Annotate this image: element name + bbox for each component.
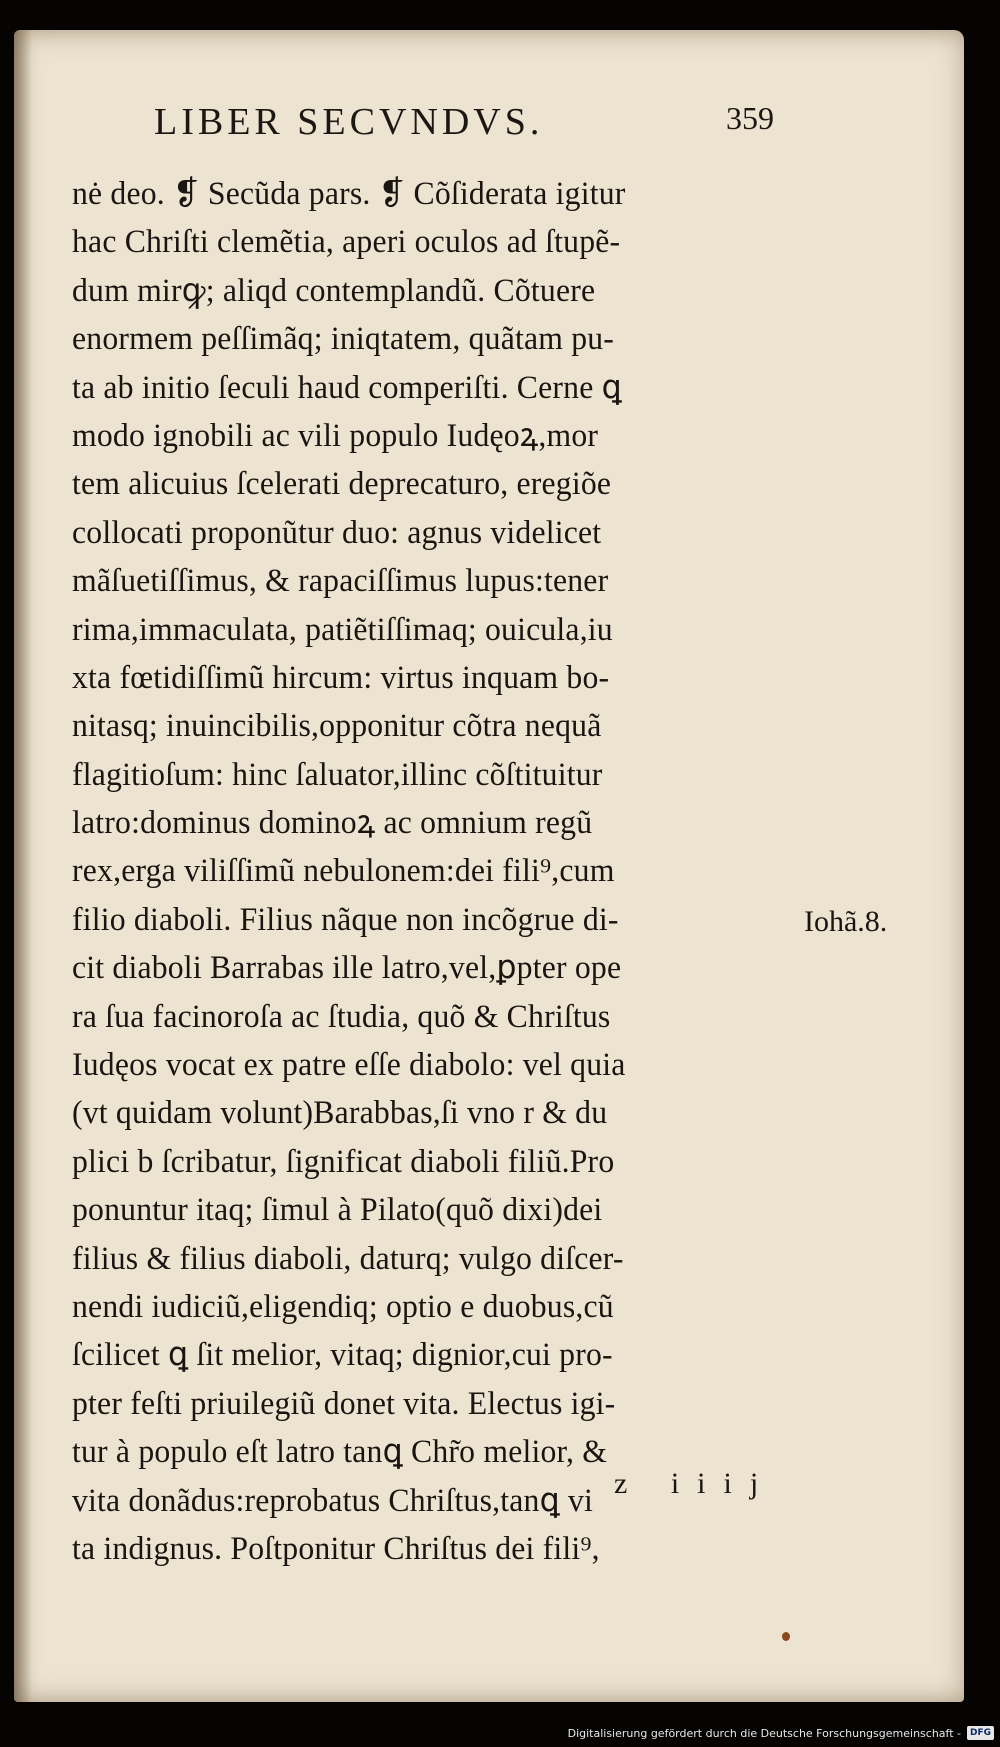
signature-mark: z iiij (614, 1467, 777, 1500)
text-line: filius & filius diaboli, daturq; vulgo diſcer- (72, 1240, 624, 1277)
text-line: modo ignobili ac vili populo Iudęoꝝ,mor (72, 417, 599, 454)
text-line: latro:dominus dominoꝝ ac omnium regũ (72, 805, 593, 842)
text-line: rex,erga viliſſimũ nebulonem:dei fili⁹,cum (72, 853, 615, 890)
dfg-logo: DFG (967, 1726, 994, 1740)
text-line: cit diaboli Barrabas ille latro,vel,ꝑpter ope (72, 950, 622, 987)
footer-credit: Digitalisierung gefördert durch die Deutsche Forschungsgemeinschaft - (567, 1726, 961, 1740)
text-line: flagitioſum: hinc ſaluator,illinc cõſtituitur (72, 756, 603, 793)
page-number: 359 (726, 100, 774, 136)
running-head-title: LIBER SECVNDVS. (154, 101, 544, 143)
digitization-footer (568, 1723, 994, 1743)
text-line: ſcilicet ꝗ ſit melior, vitaq; dignior,cui pro- (72, 1337, 613, 1374)
text-line: mãſuetiſſimus, & rapaciſſimus lupus:tener (72, 563, 609, 600)
text-line: nendi iudiciũ,eligendiq; optio e duobus,cũ (72, 1288, 614, 1325)
text-line: filio diaboli. Filius nãque non incõgrue di- (72, 901, 619, 938)
text-line: ta indignus. Poſtponitur Chriſtus dei fili⁹, (72, 1530, 600, 1567)
text-line: nitasq; inuincibilis,opponitur cõtra nequã (72, 708, 602, 745)
text-line: dum mirꝙ; aliqd contemplandũ. Cõtuere (72, 272, 596, 309)
text-line: ponuntur itaq; ſimul à Pilato(quõ dixi)dei (72, 1192, 603, 1229)
text-line: nė deo. ❡ Secũda pars. ❡ Cõſiderata igitur (72, 176, 626, 212)
text-line: ra ſua facinoroſa ac ſtudia, quõ & Chriſtus (72, 998, 611, 1035)
text-line: (vt quidam volunt)Barabbas,ſi vno r & du (72, 1095, 608, 1132)
text-line: plici b ſcribatur, ſignificat diaboli filiũ.Pro (72, 1143, 615, 1180)
text-line: Iudęos vocat ex patre eſſe diabolo: vel quia (72, 1047, 626, 1084)
text-line: pter feſti priuilegiũ donet vita. Electus igi- (72, 1385, 616, 1422)
text-line: rima,immaculata, patiẽtiſſimaq; ouicula,iu (72, 611, 613, 648)
text-line: hac Chriſti clemẽtia, aperi oculos ad ſtupẽ- (72, 224, 621, 261)
text-line: ta ab initio ſeculi haud comperiſti. Cerne ꝗ (72, 369, 622, 406)
book-page (14, 30, 964, 1702)
margin-note: Iohã.8. (804, 905, 888, 938)
text-line: tem alicuius ſcelerati deprecaturo, eregiõe (72, 466, 612, 503)
ink-spot (782, 1632, 790, 1641)
text-line: collocati proponũtur duo: agnus videlicet (72, 514, 602, 551)
text-line: enormem peſſimãq; iniqtatem, quãtam pu- (72, 321, 615, 358)
running-head (154, 100, 774, 150)
text-line: xta fœtidiſſimũ hircum: virtus inquam bo- (72, 659, 610, 696)
body-text (72, 170, 832, 1573)
text-line: vita donãdus:reprobatus Chriſtus,tanꝗ vi (72, 1482, 594, 1519)
text-line: tur à populo eſt latro tanꝗ Chr̃o melior, & (72, 1434, 608, 1471)
